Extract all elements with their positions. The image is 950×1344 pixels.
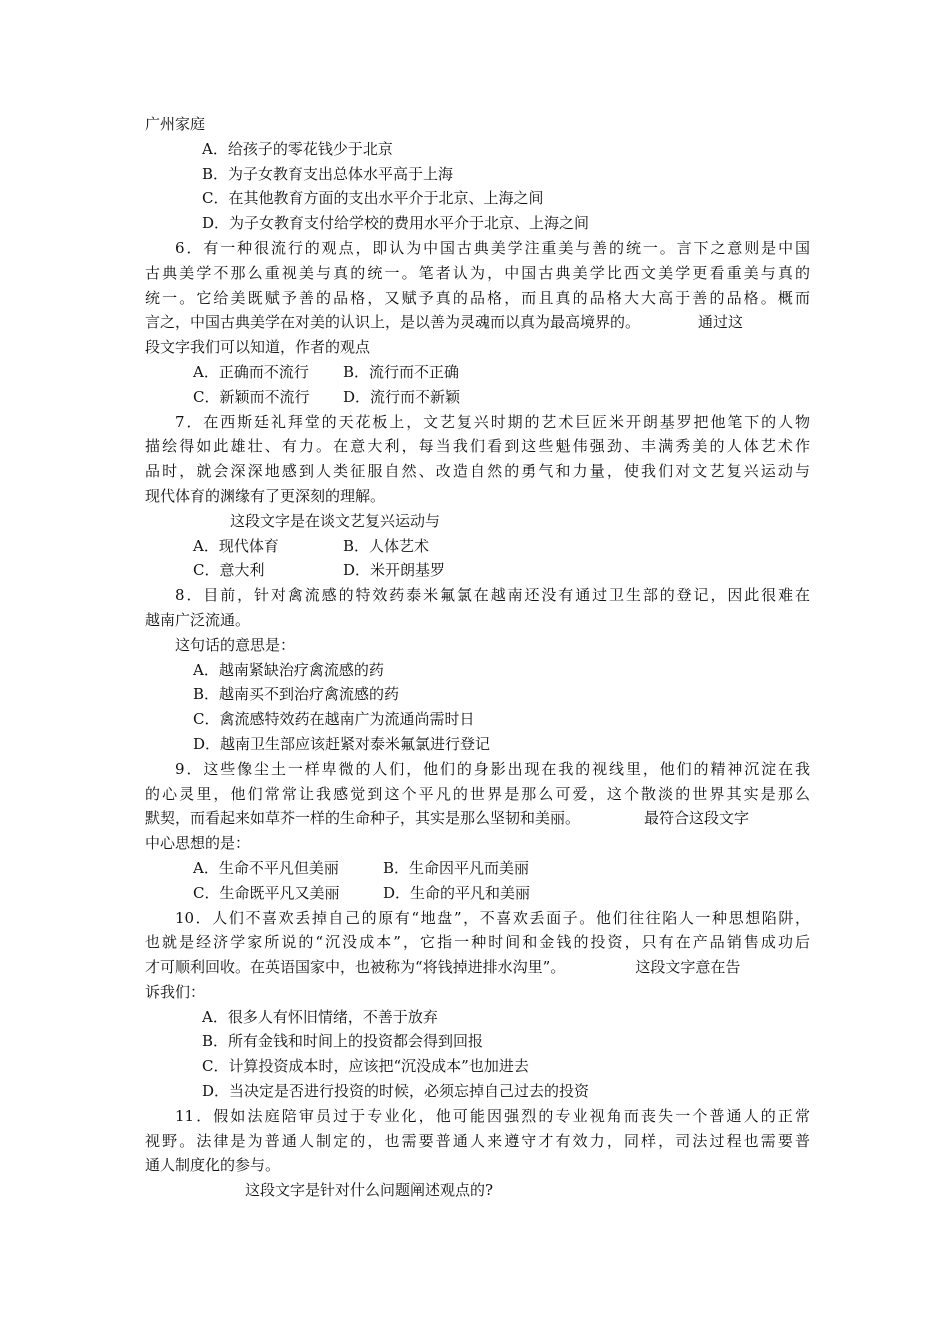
option-d: D．越南卫生部应该赶紧对泰米氟氯进行登记	[193, 734, 491, 753]
option-c: C．在其他教育方面的支出水平介于北京、上海之间	[202, 189, 544, 208]
option-b: B．流行而不正确	[343, 362, 460, 381]
option-c: C．禽流感特效药在越南广为流通尚需时日	[193, 710, 475, 729]
question-11-line-2: 视野。法律是为普通人制定的，也需要普通人来遵守才有效力，同样，司法过程也需要普	[145, 1131, 810, 1150]
question-11-line-1: 11．假如法庭陪审员过于专业化，他可能因强烈的专业视角而丧失一个普通人的正常	[175, 1106, 810, 1125]
option-a: A．生命不平凡但美丽	[193, 858, 339, 877]
question-10-line-4: 诉我们：	[145, 982, 206, 1001]
question-7-line-4: 现代体育的渊缘有了更深刻的理解。	[145, 486, 386, 505]
question-9-line-1: 9．这些像尘土一样卑微的人们，他们的身影出现在我的视线里，他们的精神沉淀在我	[175, 759, 810, 778]
question-9-line-2: 的心灵里，他们常常让我感觉到这个平凡的世界是那么可爱，这个散淡的世界其实是那么	[145, 784, 810, 803]
option-a: A．现代体育	[193, 536, 279, 555]
question-10-text: 才可顺利回收。在英语国家中，也被称为“将钱掉进排水沟里”。	[145, 958, 566, 977]
option-d: D．米开朗基罗	[343, 561, 446, 580]
question-6-line-1: 6．有一种很流行的观点，即认为中国古典美学注重美与善的统一。言下之意则是中国	[175, 238, 810, 257]
option-a: A．给孩子的零花钱少于北京	[202, 139, 393, 158]
option-c: C．生命既平凡又美丽	[193, 883, 340, 902]
option-b: B．为子女教育支出总体水平高于上海	[202, 164, 454, 183]
option-b: B．生命因平凡而美丽	[383, 858, 530, 877]
option-d: D．当决定是否进行投资的时候，必须忘掉自己过去的投资	[202, 1082, 590, 1101]
option-a: A．越南紧缺治疗禽流感的药	[193, 660, 384, 679]
option-c: C．计算投资成本时，应该把“沉没成本”也加进去	[202, 1057, 529, 1076]
question-7-line-3: 品时，就会深深地感到人类征服自然、改造自然的勇气和力量，使我们对文艺复兴运动与	[145, 462, 810, 481]
question-7-line-1: 7．在西斯廷礼拜堂的天花板上，文艺复兴时期的艺术巨匠米开朗基罗把他笔下的人物	[175, 412, 810, 431]
question-6-line-2: 古典美学不那么重视美与真的统一。笔者认为，中国古典美学比西文美学更看重美与真的	[145, 263, 810, 282]
option-row	[145, 385, 810, 410]
option-b: B．所有金钱和时间上的投资都会得到回报	[202, 1032, 484, 1051]
option-c: C．新颖而不流行	[193, 387, 310, 406]
option-d: D．流行而不新颖	[343, 387, 461, 406]
question-8-prompt: 这句话的意思是：	[175, 635, 296, 654]
option-b: B．越南买不到治疗禽流感的药	[193, 685, 400, 704]
question-6-line-3: 统一。它给美既赋予善的品格，又赋予真的品格，而且真的品格大大高于善的品格。概而	[145, 288, 810, 307]
question-8-line-2: 越南广泛流通。	[145, 610, 251, 629]
option-a: A．正确而不流行	[193, 362, 309, 381]
option-row	[145, 881, 810, 906]
option-row	[145, 360, 810, 385]
question-9-line-4: 中心思想的是：	[145, 834, 251, 853]
question-7-line-2: 描绘得如此雄壮、有力。在意大利，每当我们看到这些魁伟强劲、丰满秀美的人体艺术作	[145, 437, 810, 456]
question-9-prompt: 最符合这段文字	[644, 809, 750, 828]
option-a: A．很多人有怀旧情绪，不善于放弃	[202, 1007, 438, 1026]
question-9-line-3	[145, 806, 810, 831]
question-6-prompt: 通过这	[698, 313, 744, 332]
option-b: B．人体艺术	[343, 536, 430, 555]
question-8-line-1: 8．目前，针对禽流感的特效药泰米氟氯在越南还没有通过卫生部的登记，因此很难在	[175, 586, 810, 605]
question-6-line-4	[145, 310, 810, 335]
question-6-line-5: 段文字我们可以知道，作者的观点	[145, 338, 371, 357]
question-11-line-3: 通人制度化的参与。	[145, 1156, 281, 1175]
document-page	[145, 112, 810, 1203]
option-row	[145, 856, 810, 881]
question-10-line-1: 10．人们不喜欢丢掉自己的原有“地盘”，不喜欢丢面子。他们往往陷人一种思想陷阱，	[175, 908, 810, 927]
text-line: 广州家庭	[145, 115, 206, 133]
option-d: D．生命的平凡和美丽	[383, 883, 531, 902]
question-6-text: 言之，中国古典美学在对美的认识上，是以善为灵魂而以真为最高境界的。	[145, 313, 641, 332]
option-row	[145, 558, 810, 583]
option-row	[145, 534, 810, 559]
question-10-line-3	[145, 955, 810, 980]
question-7-prompt: 这段文字是在谈文艺复兴运动与	[230, 511, 441, 530]
question-10-prompt: 这段文字意在告	[635, 958, 741, 977]
option-d: D．为子女教育支付给学校的费用水平介于北京、上海之间	[202, 214, 590, 233]
option-c: C．意大利	[193, 561, 265, 580]
question-10-line-2: 也就是经济学家所说的“沉没成本”，它指一种时间和金钱的投资，只有在产品销售成功后	[145, 933, 810, 952]
question-11-prompt: 这段文字是针对什么问题阐述观点的?	[245, 1181, 494, 1200]
question-9-text: 默契，而看起来如草芥一样的生命种子，其实是那么坚韧和美丽。	[145, 809, 581, 828]
